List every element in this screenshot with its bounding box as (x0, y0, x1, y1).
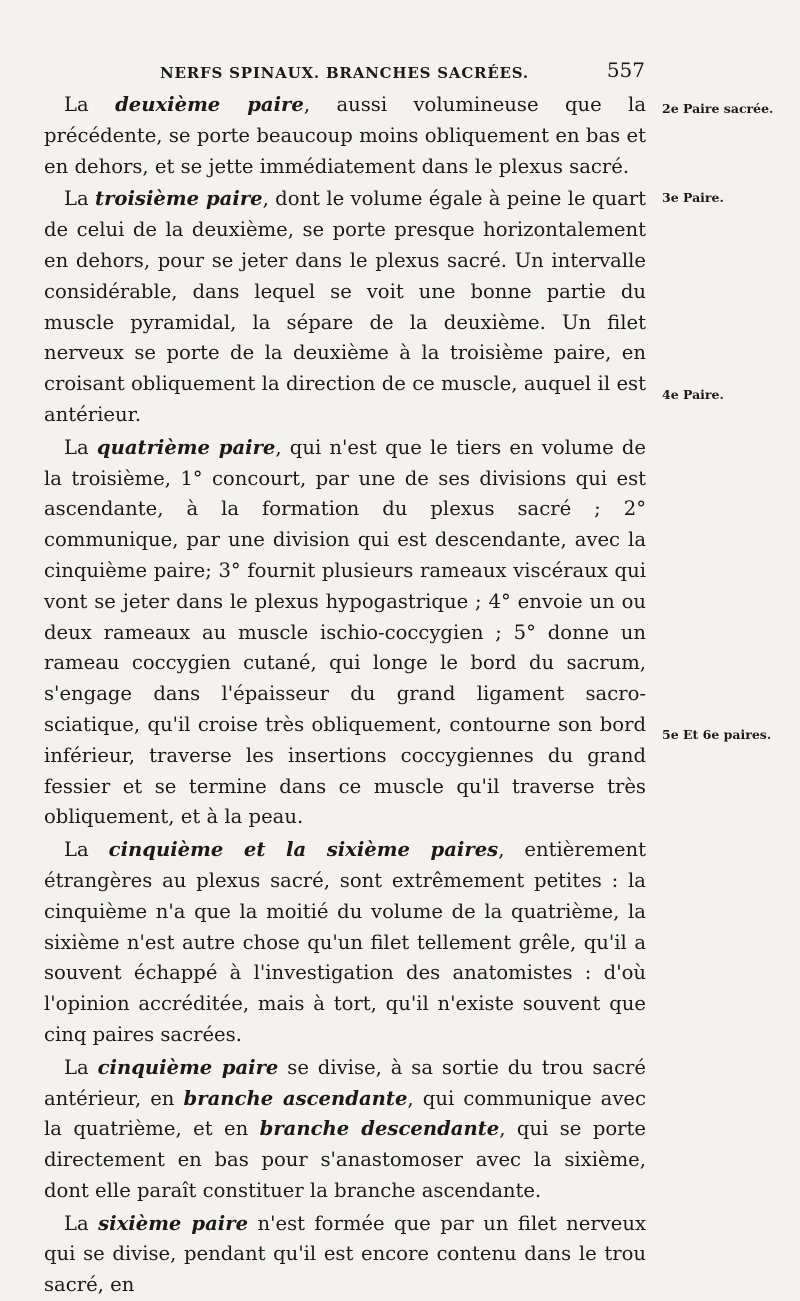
body-text (44, 90, 646, 1301)
paragraph: La cinquième et la sixième paires, entièrement étrangères au plexus sacré, sont extrêmement petites : la cinquième n'a que la moitié du volume de la quatrième, la sixième n'est autre chose qu'un filet tellement grêle, qu'il a souvent échappé à l'investigation des anatomistes : d'où l'opinion accréditée, mais à tort, qu'il n'existe souvent que cinq paires sacrées. (44, 838, 646, 1046)
paragraph: La quatrième paire, qui n'est que le tiers en volume de la troisième, 1° concourt, par une de ses divisions qui est ascendante, à la formation du plexus sacré ; 2° communique, par une division qui est descendante, avec la cinquième paire; 3° fournit plusieurs rameaux viscéraux qui vont se jeter dans le plexus hypogastrique ; 4° envoie un ou deux rameaux au muscle ischio-coccygien ; 5° donne un rameau coccygien cutané, qui longe le bord du sacrum, s'engage dans l'épaisseur du grand ligament sacro-sciatique, qu'il croise très obliquement, contourne son bord inférieur, traverse les insertions coccygiennes du grand fessier et se termine dans ce muscle qu'il traverse très obliquement, et à la peau. (44, 435, 646, 829)
emphasis: cinquième paire (97, 1055, 279, 1079)
margin-note-5e-6e-paires: 5e Et 6e paires. (662, 727, 772, 742)
header-title: NERFS SPINAUX. BRANCHES SACRÉES. (160, 64, 529, 82)
emphasis: sixième paire (98, 1211, 249, 1235)
emphasis: quatrième paire (96, 435, 276, 459)
page-number: 557 (606, 58, 645, 82)
margin-note-4e-paire: 4e Paire. (662, 387, 724, 402)
emphasis: branche ascendante (183, 1086, 408, 1110)
margin-note-3e-paire: 3e Paire. (662, 190, 724, 205)
paragraph: La cinquième paire se divise, à sa sortie du trou sacré antérieur, en branche ascendante, qui communique avec la quatrième, et en branche descendante, qui se porte directement en bas pour s'anastomoser avec la sixième, dont elle paraît constituer la branche ascendante. (44, 1055, 647, 1202)
paragraph: La deuxième paire, aussi volumineuse que la précédente, se porte beaucoup moins obliquement en bas et en dehors, et se jette immédiatement dans le plexus sacré. (44, 93, 647, 178)
emphasis: branche descendante (259, 1117, 500, 1141)
margin-note-2e-paire: 2e Paire sacrée. (662, 101, 774, 116)
running-header (160, 58, 645, 86)
emphasis: troisième paire (95, 187, 263, 211)
paragraph: La troisième paire, dont le volume égale à peine le quart de celui de la deuxième, se porte presque horizontalement en dehors, pour se jeter dans le plexus sacré. Un intervalle considérable, dans lequel se voit une bonne partie du muscle pyramidal, la sépare de la deuxième. Un filet nerveux se porte de la deuxième à la troisième paire, en croisant obliquement la direction de ce muscle, auquel il est antérieur. (44, 187, 647, 426)
emphasis: deuxième paire (115, 93, 304, 116)
paragraph: La sixième paire n'est formée que par un filet nerveux qui se divise, pendant qu'il est encore contenu dans le trou sacré, en (44, 1211, 647, 1297)
emphasis: cinquième et la sixième paires (108, 838, 499, 862)
